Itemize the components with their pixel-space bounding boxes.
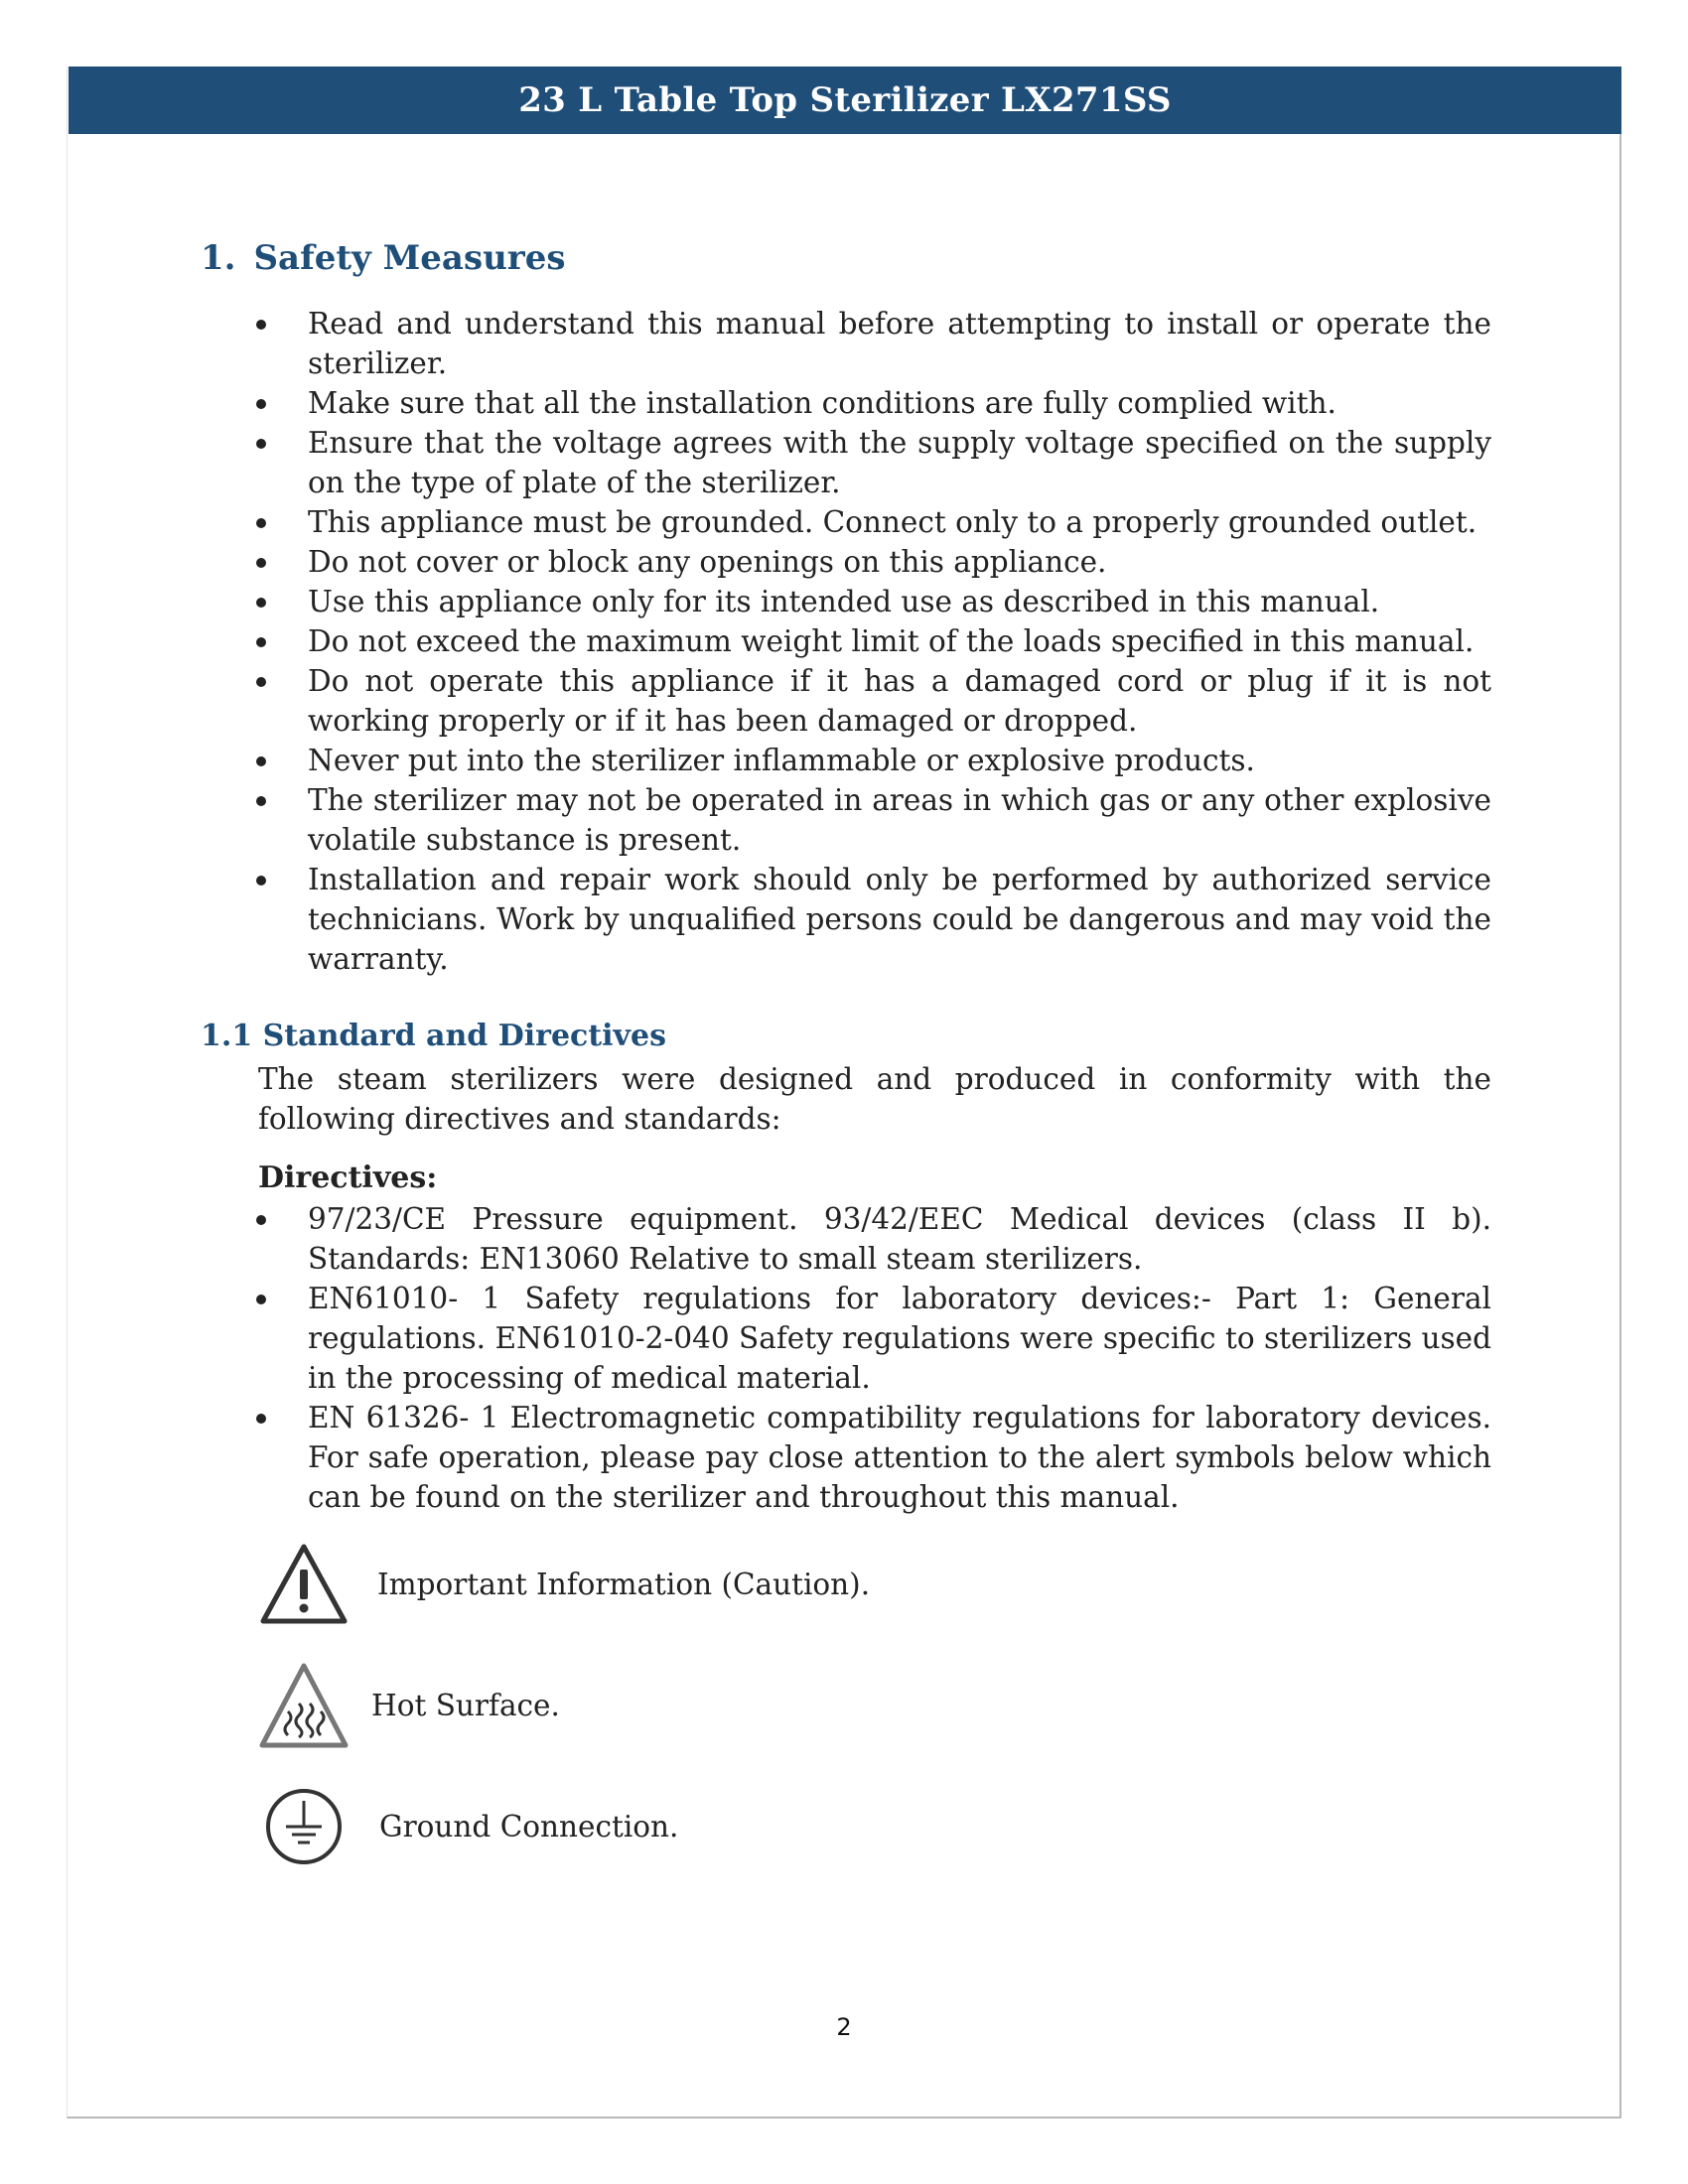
list-item: Installation and repair work should only be performed by authorized service technicians. Work by unqualified persons could be dangerous and may void the warranty. <box>201 860 1491 979</box>
subsection-title: 1.1 Standard and Directives <box>201 1019 666 1053</box>
hot-surface-icon <box>258 1660 350 1751</box>
list-item: EN 61326- 1 Electromagnetic compatibility regulations for laboratory devices. For safe operation, please pay close attention to the alert symbols below which can be found on the sterilizer and throughout this manual. <box>201 1398 1491 1517</box>
symbol-label: Important Information (Caution). <box>377 1568 871 1601</box>
list-item: Do not cover or block any openings on this appliance. <box>201 542 1491 582</box>
symbol-row-caution <box>258 1539 1491 1630</box>
directives-bullet-list <box>201 1199 1491 1517</box>
list-item: EN61010- 1 Safety regulations for laboratory devices:- Part 1: General regulations. EN61010-2-040 Safety regulations were specific to sterilizers used in the processing of medical material. <box>201 1279 1491 1398</box>
list-item: This appliance must be grounded. Connect only to a properly grounded outlet. <box>201 502 1491 542</box>
safety-bullet-list <box>201 304 1491 979</box>
ground-connection-icon <box>258 1781 350 1872</box>
symbol-label: Ground Connection. <box>379 1810 679 1843</box>
subsection-intro: The steam sterilizers were designed and produced in conformity with the following directives and standards: <box>258 1062 1491 1136</box>
list-item: Use this appliance only for its intended use as described in this manual. <box>201 582 1491 621</box>
list-item: Do not operate this appliance if it has a damaged cord or plug if it is not working properly or if it has been damaged or dropped. <box>201 661 1491 741</box>
symbol-label: Hot Surface. <box>371 1689 560 1722</box>
list-item: 97/23/CE Pressure equipment. 93/42/EEC Medical devices (class II b). Standards: EN13060 Relative to small steam sterilizers. <box>201 1199 1491 1279</box>
list-item: Never put into the sterilizer inflammable or explosive products. <box>201 741 1491 780</box>
document-header <box>69 67 1621 134</box>
page-content <box>201 238 1491 1872</box>
symbol-row-hot-surface <box>258 1660 1491 1751</box>
list-item: Read and understand this manual before attempting to install or operate the sterilizer. <box>201 304 1491 383</box>
list-item: Make sure that all the installation conditions are fully complied with. <box>201 383 1491 423</box>
directives-label: Directives: <box>258 1160 438 1195</box>
list-item: The sterilizer may not be operated in areas in which gas or any other explosive volatile substance is present. <box>201 780 1491 860</box>
list-item: Ensure that the voltage agrees with the supply voltage specified on the supply on the type of plate of the sterilizer. <box>201 423 1491 502</box>
symbol-row-ground <box>258 1781 1491 1872</box>
section-title: Safety Measures <box>253 238 566 278</box>
section-heading <box>201 238 1491 278</box>
caution-icon <box>258 1539 350 1630</box>
list-item: Do not exceed the maximum weight limit of the loads specified in this manual. <box>201 621 1491 661</box>
page-number: 2 <box>836 2013 852 2041</box>
section-number: 1. <box>201 238 236 278</box>
document-title: 23 L Table Top Sterilizer LX271SS <box>518 80 1172 120</box>
